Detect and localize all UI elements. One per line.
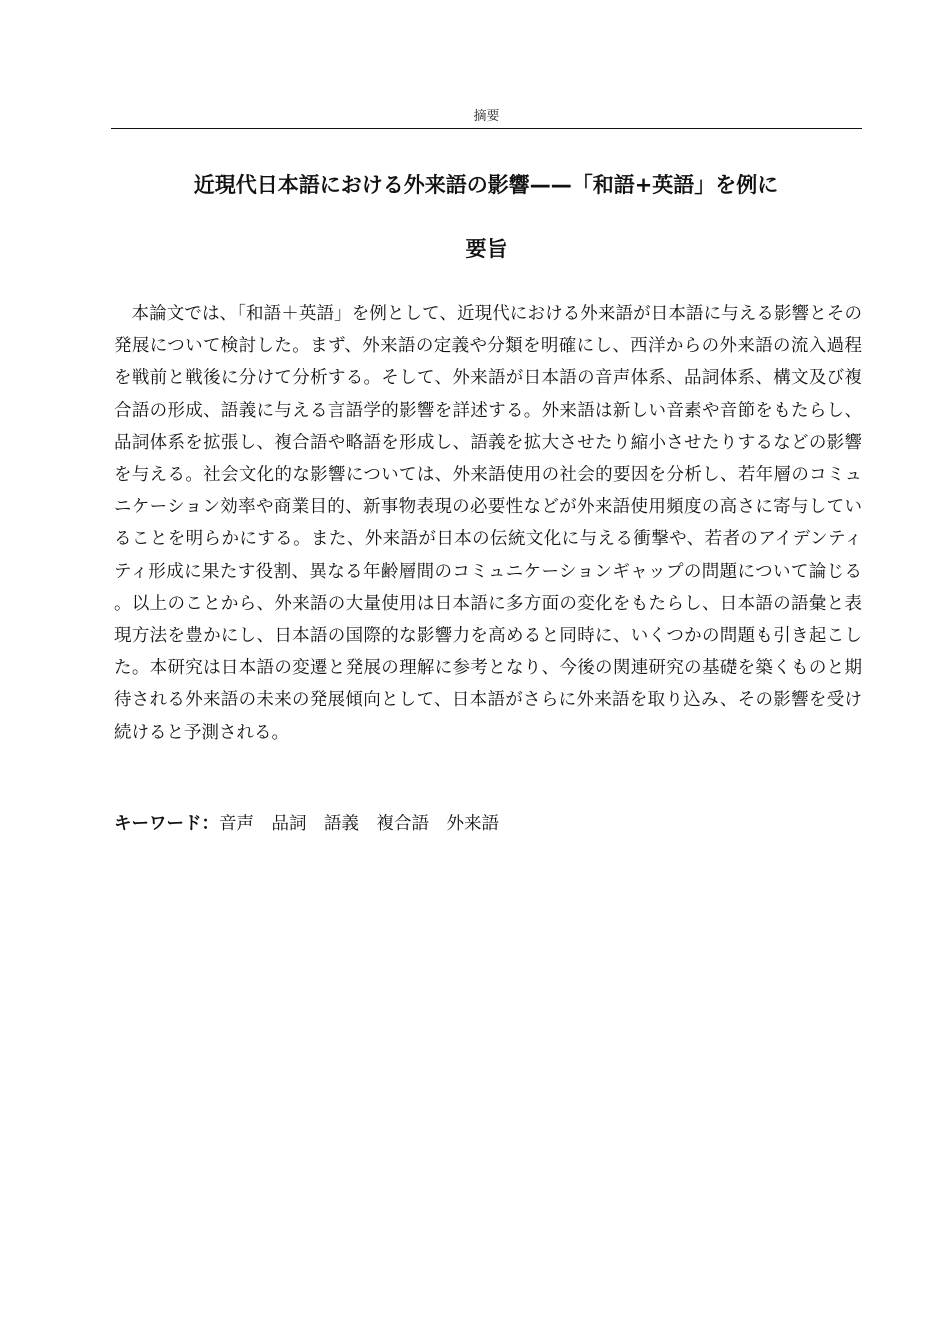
keyword-item: 音声 (219, 814, 254, 834)
keyword-item: 外来語 (446, 814, 499, 834)
keyword-item: 複合語 (376, 814, 429, 834)
keyword-item: 語義 (324, 814, 359, 834)
keywords-label: キーワード： (114, 814, 219, 834)
keywords-line (114, 810, 862, 838)
paper-title: 近現代日本語における外来語の影響——「和語+英語」を例に (193, 173, 779, 197)
abstract-body: 本論文では、「和語＋英語」を例として、近現代における外来語が日本語に与える影響とその発展について検討した。まず、外来語の定義や分類を明確にし、西洋からの外来語の流入過程を戦前と戦後に分けて分析する。そして、外来語が日本語の音声体系、品詞体系、構文及び複合語の形成、語義に与える言語学的影響を詳述する。外来語は新しい音素や音節をもたらし、品詞体系を拡張し、複合語や略語を形成し、語義を拡大させたり縮小させたりするなどの影響を与える。社会文化的な影響については、外来語使用の社会的要因を分析し、若年層のコミュニケーション効率や商業目的、新事物表現の必要性などが外来語使用頻度の高さに寄与していることを明らかにする。また、外来語が日本の伝統文化に与える衝撃や、若者のアイデンティティ形成に果たす役割、異なる年齢層間のコミュニケーションギャップの問題について論じる。以上のことから、外来語の大量使用は日本語に多方面の変化をもたらし、日本語の語彙と表現方法を豊かにし、日本語の国際的な影響力を高めると同時に、いくつかの問題も引き起こした。本研究は日本語の変遷と発展の理解に参考となり、今後の関連研究の基礎を築くものと期待される外来語の未来の発展傾向として、日本語がさらに外来語を取り込み、その影響を受け続けると予測される。 (114, 304, 862, 743)
abstract-heading: 要旨 (465, 237, 508, 261)
header-rule (111, 128, 862, 129)
running-header: 摘要 (473, 109, 500, 124)
keyword-item: 品詞 (271, 814, 307, 834)
